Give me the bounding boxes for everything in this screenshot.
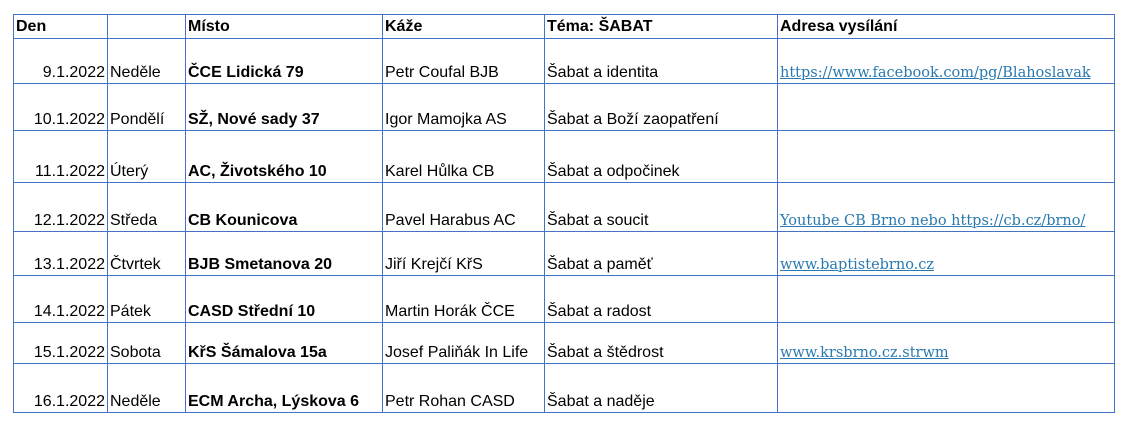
- header-day: [108, 15, 186, 39]
- day-cell: Neděle: [108, 39, 186, 84]
- table-row: [14, 39, 1115, 84]
- place-cell: SŽ, Nové sady 37: [186, 84, 383, 131]
- day-cell: Čtvrtek: [108, 232, 186, 276]
- table-row: [14, 232, 1115, 276]
- topic-cell: Šabat a paměť: [545, 232, 778, 276]
- preacher-cell: Jiří Krejčí KřS: [383, 232, 545, 276]
- preacher-cell: Karel Hůlka CB: [383, 131, 545, 183]
- preacher-cell: Pavel Harabus AC: [383, 183, 545, 232]
- table-row: [14, 84, 1115, 131]
- table-row: [14, 323, 1115, 364]
- place-cell: BJB Smetanova 20: [186, 232, 383, 276]
- day-cell: Středa: [108, 183, 186, 232]
- table-row: [14, 183, 1115, 232]
- date-cell: 14.1.2022: [14, 276, 108, 323]
- preacher-cell: Petr Coufal BJB: [383, 39, 545, 84]
- header-den: Den: [14, 15, 108, 39]
- broadcast-link: [778, 131, 1115, 183]
- header-adresa: Adresa vysílání: [778, 15, 1115, 39]
- place-cell: CASD Střední 10: [186, 276, 383, 323]
- header-misto: Místo: [186, 15, 383, 39]
- broadcast-link[interactable]: Youtube CB Brno nebo https://cb.cz/brno/: [778, 183, 1115, 232]
- date-cell: 13.1.2022: [14, 232, 108, 276]
- topic-cell: Šabat a štědrost: [545, 323, 778, 364]
- date-cell: 9.1.2022: [14, 39, 108, 84]
- date-cell: 12.1.2022: [14, 183, 108, 232]
- topic-cell: Šabat a naděje: [545, 364, 778, 413]
- broadcast-link[interactable]: www.baptistebrno.cz: [778, 232, 1115, 276]
- header-kaze: Káže: [383, 15, 545, 39]
- day-cell: Neděle: [108, 364, 186, 413]
- day-cell: Pátek: [108, 276, 186, 323]
- topic-cell: Šabat a odpočinek: [545, 131, 778, 183]
- day-cell: Pondělí: [108, 84, 186, 131]
- place-cell: ČCE Lidická 79: [186, 39, 383, 84]
- day-cell: Úterý: [108, 131, 186, 183]
- place-cell: KřS Šámalova 15a: [186, 323, 383, 364]
- place-cell: CB Kounicova: [186, 183, 383, 232]
- topic-cell: Šabat a soucit: [545, 183, 778, 232]
- date-cell: 11.1.2022: [14, 131, 108, 183]
- table-row: [14, 131, 1115, 183]
- topic-cell: Šabat a radost: [545, 276, 778, 323]
- date-cell: 16.1.2022: [14, 364, 108, 413]
- table-row: [14, 364, 1115, 413]
- preacher-cell: Petr Rohan CASD: [383, 364, 545, 413]
- table-row: [14, 276, 1115, 323]
- day-cell: Sobota: [108, 323, 186, 364]
- broadcast-link: [778, 364, 1115, 413]
- date-cell: 10.1.2022: [14, 84, 108, 131]
- topic-cell: Šabat a Boží zaopatření: [545, 84, 778, 131]
- preacher-cell: Igor Mamojka AS: [383, 84, 545, 131]
- header-row: [14, 15, 1115, 39]
- broadcast-link: [778, 276, 1115, 323]
- schedule-table: [13, 14, 1115, 413]
- broadcast-link[interactable]: https://www.facebook.com/pg/Blahoslavak: [778, 39, 1115, 84]
- header-tema: Téma: ŠABAT: [545, 15, 778, 39]
- place-cell: AC, Životského 10: [186, 131, 383, 183]
- place-cell: ECM Archa, Lýskova 6: [186, 364, 383, 413]
- date-cell: 15.1.2022: [14, 323, 108, 364]
- topic-cell: Šabat a identita: [545, 39, 778, 84]
- broadcast-link[interactable]: www.krsbrno.cz.strwm: [778, 323, 1115, 364]
- preacher-cell: Martin Horák ČCE: [383, 276, 545, 323]
- broadcast-link: [778, 84, 1115, 131]
- preacher-cell: Josef Paliňák In Life: [383, 323, 545, 364]
